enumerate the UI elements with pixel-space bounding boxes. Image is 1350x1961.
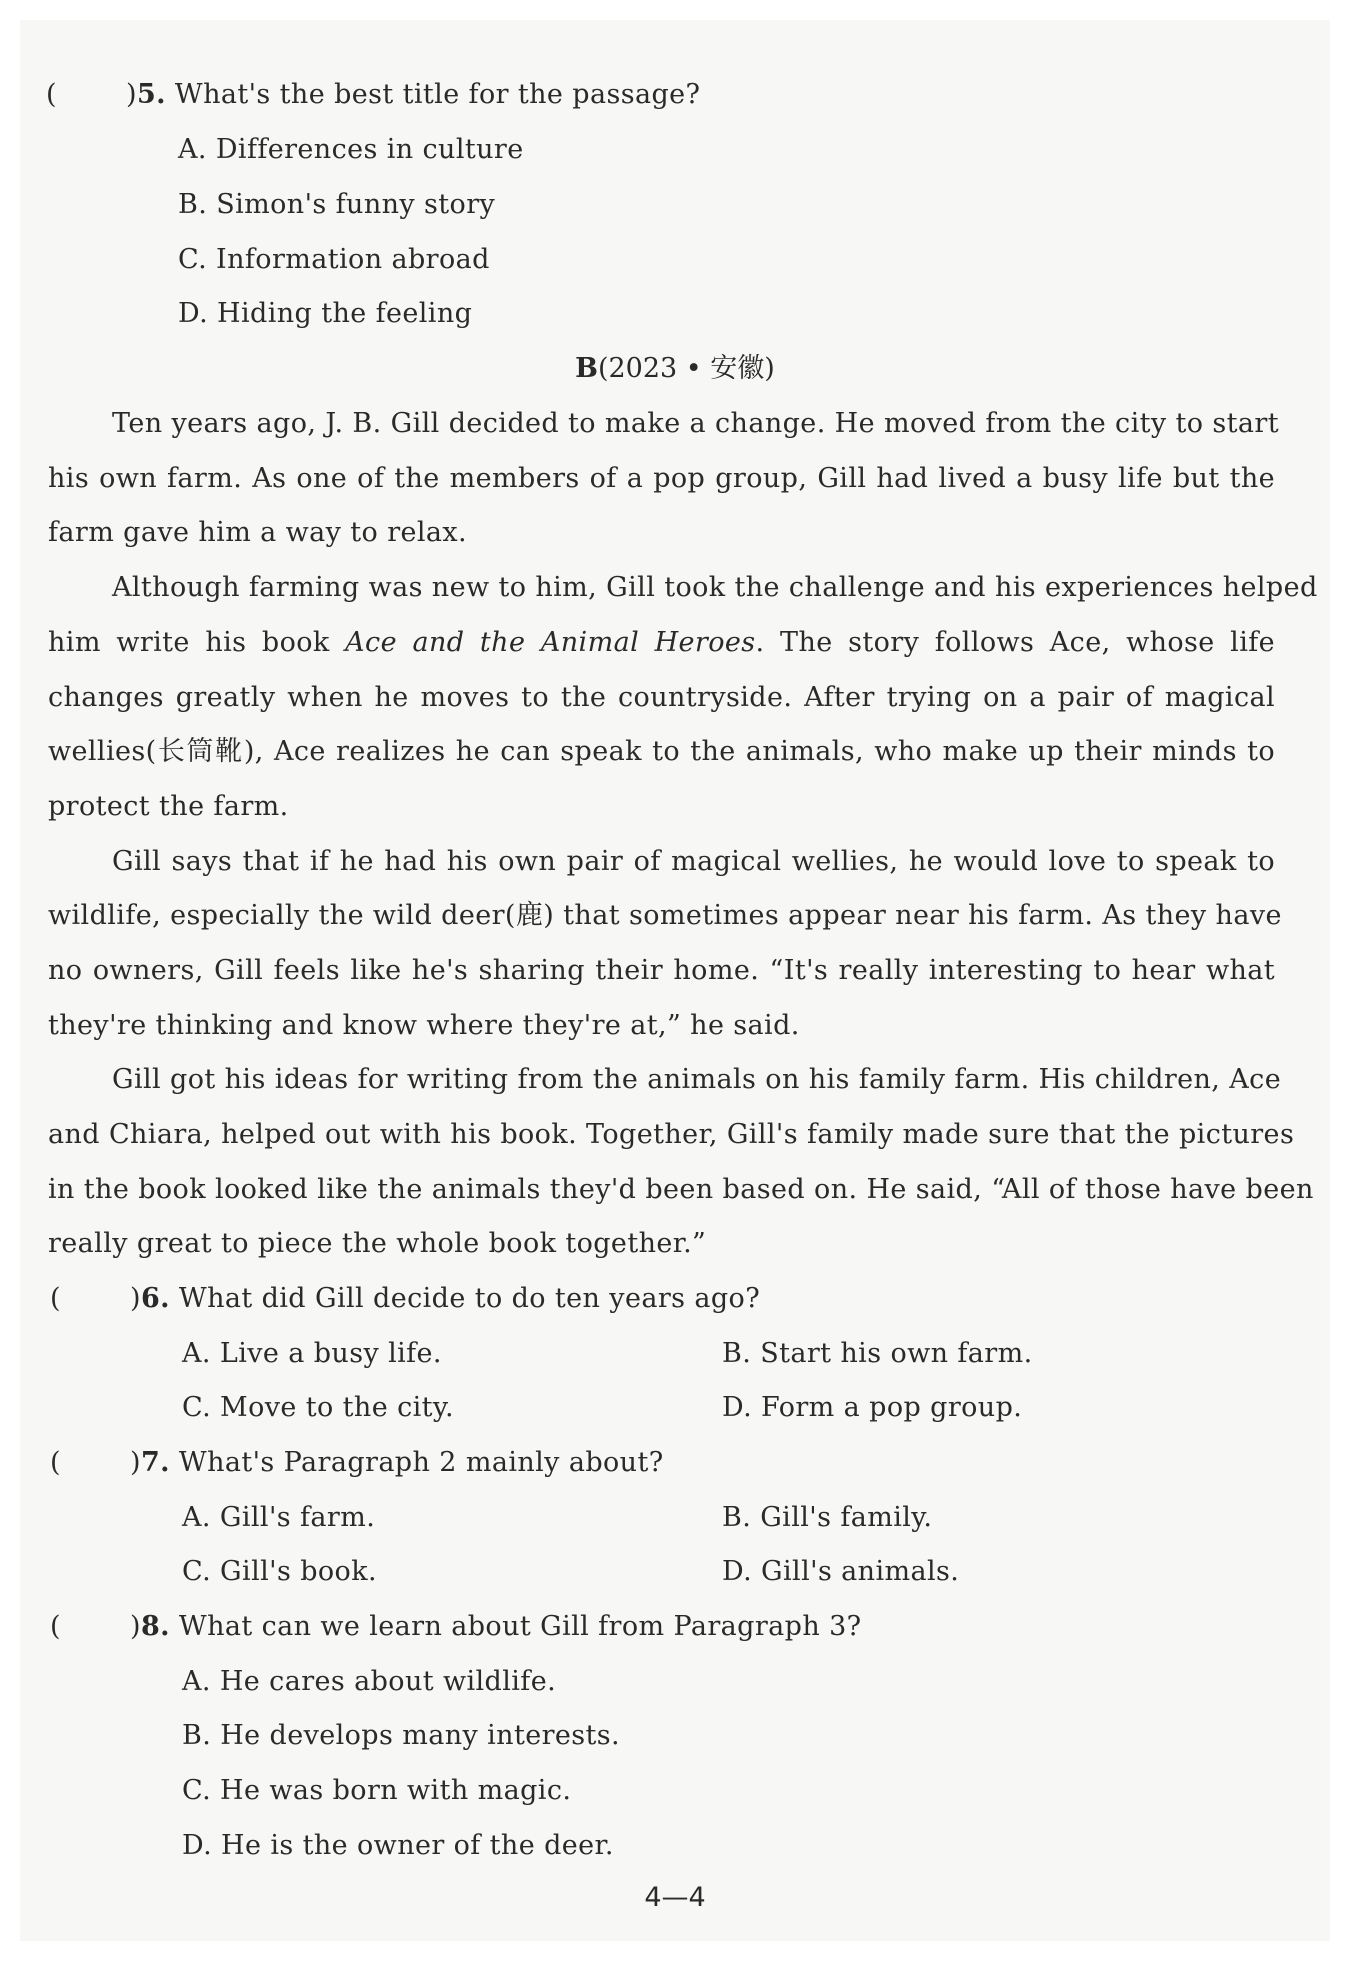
question-8-close-paren: )	[130, 1611, 141, 1642]
section-b-source: (2023 • 安徽)	[597, 353, 775, 384]
question-8-option-a: A. He cares about wildlife.	[182, 1666, 557, 1697]
passage-p4-line-1: Gill got his ideas for writing from the animals on his family farm. His children, Ace	[112, 1064, 1282, 1095]
answer-paren-open-6: (	[50, 1283, 61, 1314]
question-7-option-a: A. Gill's farm.	[182, 1502, 376, 1533]
question-6-option-c: C. Move to the city.	[182, 1392, 454, 1423]
passage-p1-line-1: Ten years ago, J. B. Gill decided to make a change. He moved from the city to start	[112, 408, 1279, 439]
passage-p2-text-a: him write his book	[48, 627, 346, 658]
question-7-option-d: D. Gill's animals.	[722, 1556, 960, 1587]
passage-p2-line-1: Although farming was new to him, Gill took the challenge and his experiences helped	[112, 572, 1318, 603]
question-5-stem	[126, 78, 700, 112]
question-5-option-a: A. Differences in culture	[178, 134, 524, 165]
question-5-option-d: D. Hiding the feeling	[178, 298, 473, 329]
question-6-option-b: B. Start his own farm.	[722, 1338, 1033, 1369]
question-6-text: What did Gill decide to do ten years ago?	[169, 1283, 761, 1314]
question-8-text: What can we learn about Gill from Paragraph 3?	[169, 1611, 862, 1642]
question-8-option-b: B. He develops many interests.	[182, 1720, 621, 1751]
question-8-number: 8.	[140, 1611, 170, 1642]
passage-p1-line-3: farm gave him a way to relax.	[48, 517, 468, 548]
passage-p4-line-4: really great to piece the whole book together.”	[48, 1228, 707, 1259]
question-7-close-paren: )	[130, 1447, 141, 1478]
passage-p2-line-2	[48, 626, 1275, 660]
question-7-number: 7.	[140, 1447, 170, 1478]
page-number: 4—4	[644, 1882, 706, 1913]
question-5-option-c: C. Information abroad	[178, 244, 490, 275]
answer-paren-open-8: (	[50, 1611, 61, 1642]
passage-p3-line-4: they're thinking and know where they're at,” he said.	[48, 1010, 800, 1041]
question-6-stem	[130, 1282, 760, 1316]
passage-p2-line-4: wellies(长筒靴), Ace realizes he can speak to the animals, who make up their minds to	[48, 736, 1275, 767]
passage-p3-line-2: wildlife, especially the wild deer(鹿) that sometimes appear near his farm. As they have	[48, 900, 1282, 931]
question-6-option-d: D. Form a pop group.	[722, 1392, 1023, 1423]
question-8-option-c: C. He was born with magic.	[182, 1775, 572, 1806]
question-6-number: 6.	[140, 1283, 170, 1314]
passage-p3-line-1: Gill says that if he had his own pair of magical wellies, he would love to speak to	[112, 846, 1275, 877]
question-5-option-b: B. Simon's funny story	[178, 189, 496, 220]
passage-p2-line-3: changes greatly when he moves to the countryside. After trying on a pair of magical	[48, 682, 1275, 713]
question-8-option-d: D. He is the owner of the deer.	[182, 1830, 614, 1861]
question-6-close-paren: )	[130, 1283, 141, 1314]
passage-p1-line-2: his own farm. As one of the members of a pop group, Gill had lived a busy life but the	[48, 463, 1275, 494]
book-title: Ace and the Animal Heroes	[345, 627, 756, 658]
question-8-stem	[130, 1610, 862, 1644]
answer-paren-open-5: (	[46, 79, 57, 110]
question-7-text: What's Paragraph 2 mainly about?	[169, 1447, 664, 1478]
question-6-option-a: A. Live a busy life.	[182, 1338, 442, 1369]
passage-p2-text-b: . The story follows Ace, whose life	[755, 627, 1275, 658]
question-5-text: What's the best title for the passage?	[165, 79, 701, 110]
question-7-option-b: B. Gill's family.	[722, 1502, 933, 1533]
question-5-close-paren: )	[126, 79, 137, 110]
section-b-letter: B	[575, 353, 598, 384]
passage-p2-line-5: protect the farm.	[48, 791, 289, 822]
passage-p4-line-2: and Chiara, helped out with his book. Together, Gill's family made sure that the pictures	[48, 1119, 1295, 1150]
answer-paren-open-7: (	[50, 1447, 61, 1478]
question-7-stem	[130, 1446, 664, 1480]
question-7-option-c: C. Gill's book.	[182, 1556, 377, 1587]
passage-p4-line-3: in the book looked like the animals they'd been based on. He said, “All of those have been	[48, 1174, 1314, 1205]
passage-p3-line-3: no owners, Gill feels like he's sharing their home. “It's really interesting to hear what	[48, 955, 1275, 986]
question-5-number: 5.	[136, 79, 166, 110]
section-b-heading	[0, 352, 1350, 386]
